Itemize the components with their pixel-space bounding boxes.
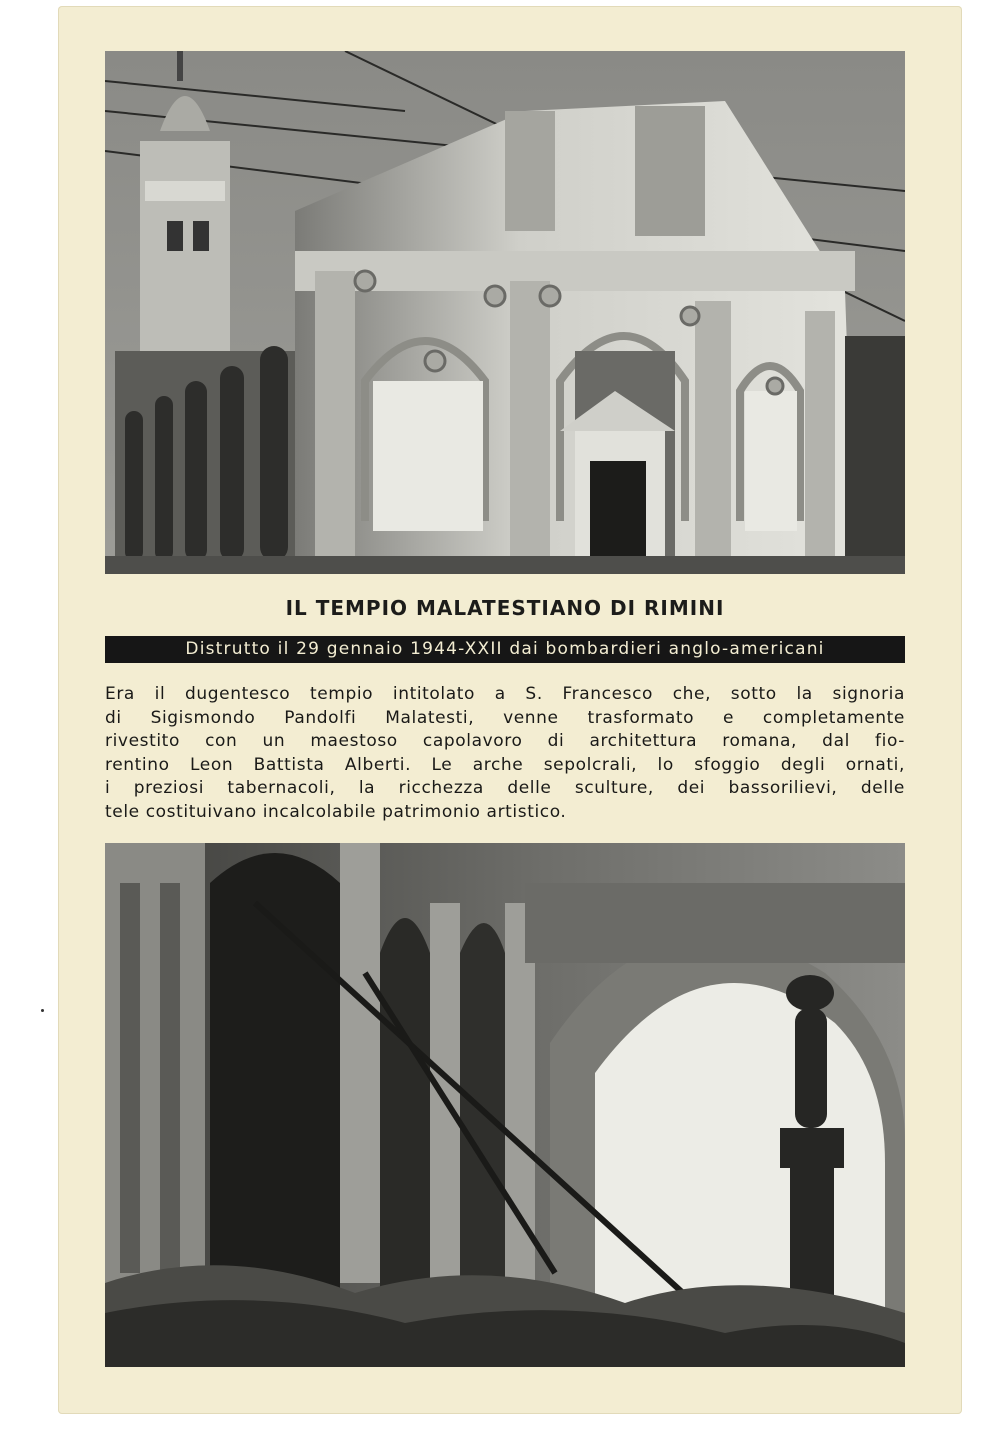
description-paragraph bbox=[105, 683, 905, 825]
description-line: rivestito con un maestoso capolavoro di architettura romana, dal fio- bbox=[105, 731, 905, 752]
description-line: rentino Leon Battista Alberti. Le arche sepolcrali, lo sfoggio degli ornati, bbox=[105, 754, 905, 775]
description-line: i preziosi tabernacoli, la ricchezza delle sculture, dei bassorilievi, delle bbox=[105, 778, 905, 799]
temple-facade-photo bbox=[105, 51, 905, 574]
print-speck bbox=[41, 1009, 44, 1012]
temple-facade-illustration bbox=[105, 51, 905, 574]
ruined-interior-photo bbox=[105, 843, 905, 1367]
description-line: tele costituivano incalcolabile patrimonio artistico. bbox=[105, 801, 567, 822]
ruined-interior-illustration bbox=[105, 843, 905, 1367]
description-line: Era il dugentesco tempio intitolato a S. Francesco che, sotto la signoria bbox=[105, 684, 905, 704]
subtitle-banner: Distrutto il 29 gennaio 1944-XXII dai bombardieri anglo-americani bbox=[105, 636, 905, 663]
card-title: IL TEMPIO MALATESTIANO DI RIMINI bbox=[285, 596, 725, 620]
postcard bbox=[58, 6, 962, 1414]
description-line: di Sigismondo Pandolfi Malatesti, venne trasformato e completamente bbox=[105, 707, 905, 728]
